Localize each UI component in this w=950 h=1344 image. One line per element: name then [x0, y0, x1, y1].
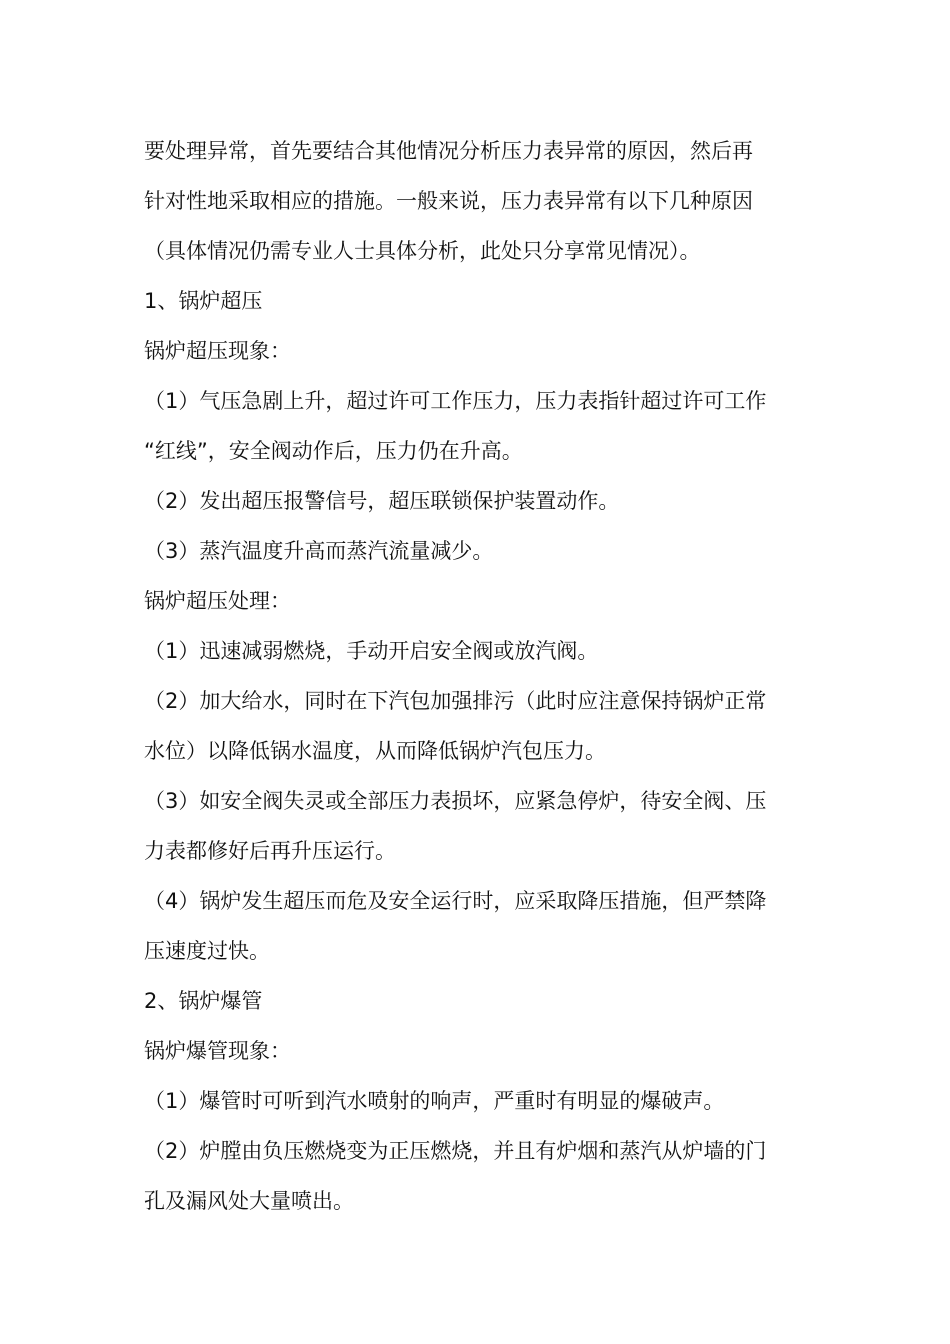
subsection-heading: 锅炉超压处理： [144, 589, 291, 613]
subsection-heading: 锅炉爆管现象： [144, 1039, 291, 1063]
paragraph-line: 针对性地采取相应的措施。一般来说，压力表异常有以下几种原因 [144, 189, 753, 213]
list-item: （3）蒸汽温度升高而蒸汽流量减少。 [144, 539, 494, 563]
section-heading: 1、锅炉超压 [144, 289, 263, 313]
list-item: （2）炉膛由负压燃烧变为正压燃烧，并且有炉烟和蒸汽从炉墙的门 [144, 1139, 767, 1163]
document-body [144, 126, 808, 1226]
list-item-continuation: 力表都修好后再升压运行。 [144, 839, 396, 863]
paragraph-line: （具体情况仍需专业人士具体分析，此处只分享常见情况）。 [144, 239, 701, 263]
paragraph-line: 要处理异常，首先要结合其他情况分析压力表异常的原因，然后再 [144, 139, 753, 163]
list-item-continuation: “红线”，安全阀动作后，压力仍在升高。 [144, 439, 523, 463]
list-item: （4）锅炉发生超压而危及安全运行时，应采取降压措施，但严禁降 [144, 889, 767, 913]
list-item-continuation: 压速度过快。 [144, 939, 270, 963]
section-heading: 2、锅炉爆管 [144, 989, 263, 1013]
list-item-continuation: 孔及漏风处大量喷出。 [144, 1189, 354, 1213]
list-item: （1）气压急剧上升，超过许可工作压力，压力表指针超过许可工作 [144, 389, 767, 413]
list-item: （2）发出超压报警信号，超压联锁保护装置动作。 [144, 489, 620, 513]
list-item: （3）如安全阀失灵或全部压力表损坏，应紧急停炉，待安全阀、压 [144, 789, 767, 813]
subsection-heading: 锅炉超压现象： [144, 339, 291, 363]
list-item: （1）迅速减弱燃烧，手动开启安全阀或放汽阀。 [144, 639, 599, 663]
list-item: （1）爆管时可听到汽水喷射的响声，严重时有明显的爆破声。 [144, 1089, 725, 1113]
list-item: （2）加大给水，同时在下汽包加强排污（此时应注意保持锅炉正常 [144, 689, 767, 713]
list-item-continuation: 水位）以降低锅水温度，从而降低锅炉汽包压力。 [144, 739, 606, 763]
